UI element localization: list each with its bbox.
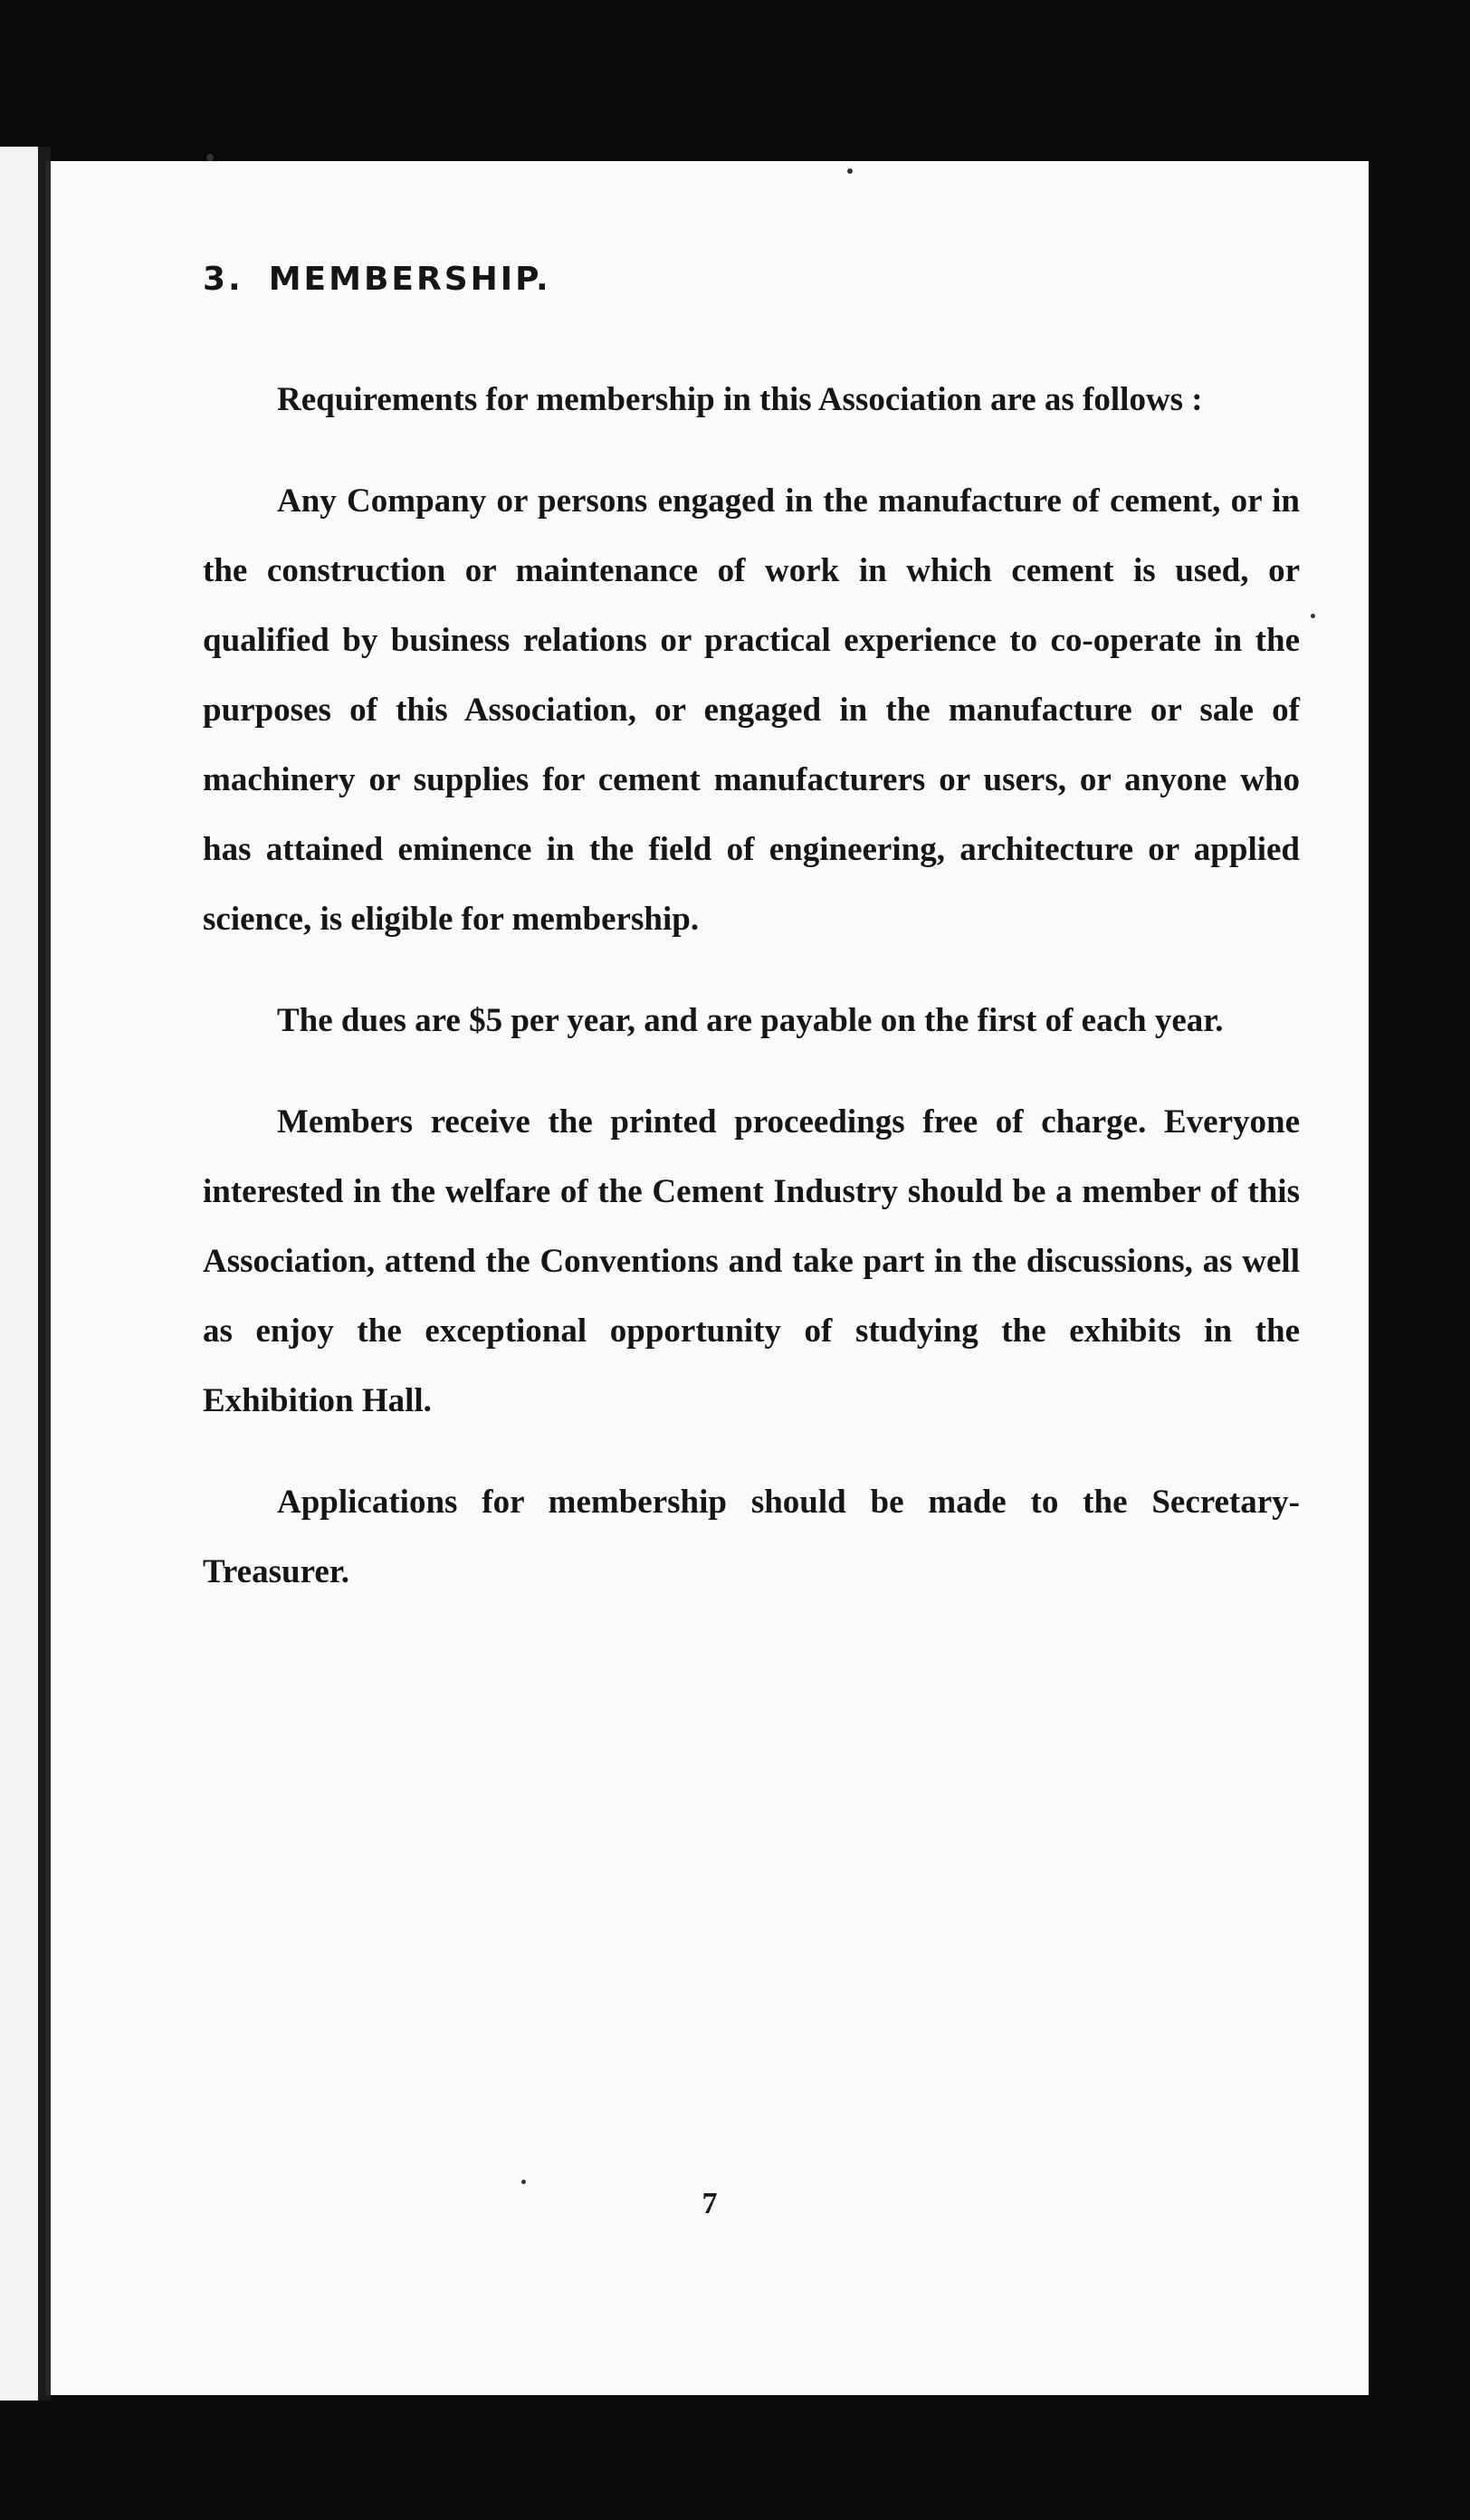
facing-page-edge [0, 147, 47, 2401]
scan-speck [206, 154, 214, 161]
paragraph-applications: Applications for membership should be made to the Secretary-Treasurer. [203, 1484, 1300, 1590]
page-content [203, 261, 1300, 1638]
document-page [45, 161, 1369, 2395]
section-number: 3. [203, 261, 243, 298]
paragraph-requirements: Requirements for membership in this Association are as follows : [277, 381, 1203, 418]
section-title: MEMBERSHIP. [268, 261, 551, 298]
paragraph-benefits: Members receive the printed proceedings free of charge. Everyone interested in the welfare of the Cement Industry should be a member of this Association, attend the Conventions and take part in the discussions, as well as enjoy the exceptional opportunity of studying the exhibits in the Exhibition Hall. [203, 1103, 1300, 1419]
section-heading [203, 261, 1300, 298]
scan-speck [847, 168, 853, 174]
paragraph-dues: The dues are $5 per year, and are payable on the first of each year. [277, 1002, 1224, 1039]
scan-speck [1311, 614, 1315, 618]
page-number: 7 [702, 2187, 718, 2220]
paragraph-eligibility: Any Company or persons engaged in the manufacture of cement, or in the construction or maintenance of work in which cement is used, or qualified by business relations or practical experience to co-operate in the purposes of this Association, or engaged in the manufacture or sale of machinery or supplies for cement manufacturers or users, or anyone who has attained eminence in the field of engineering, architecture or applied science, is eligible for membership. [203, 482, 1300, 938]
scan-speck [521, 2180, 526, 2184]
